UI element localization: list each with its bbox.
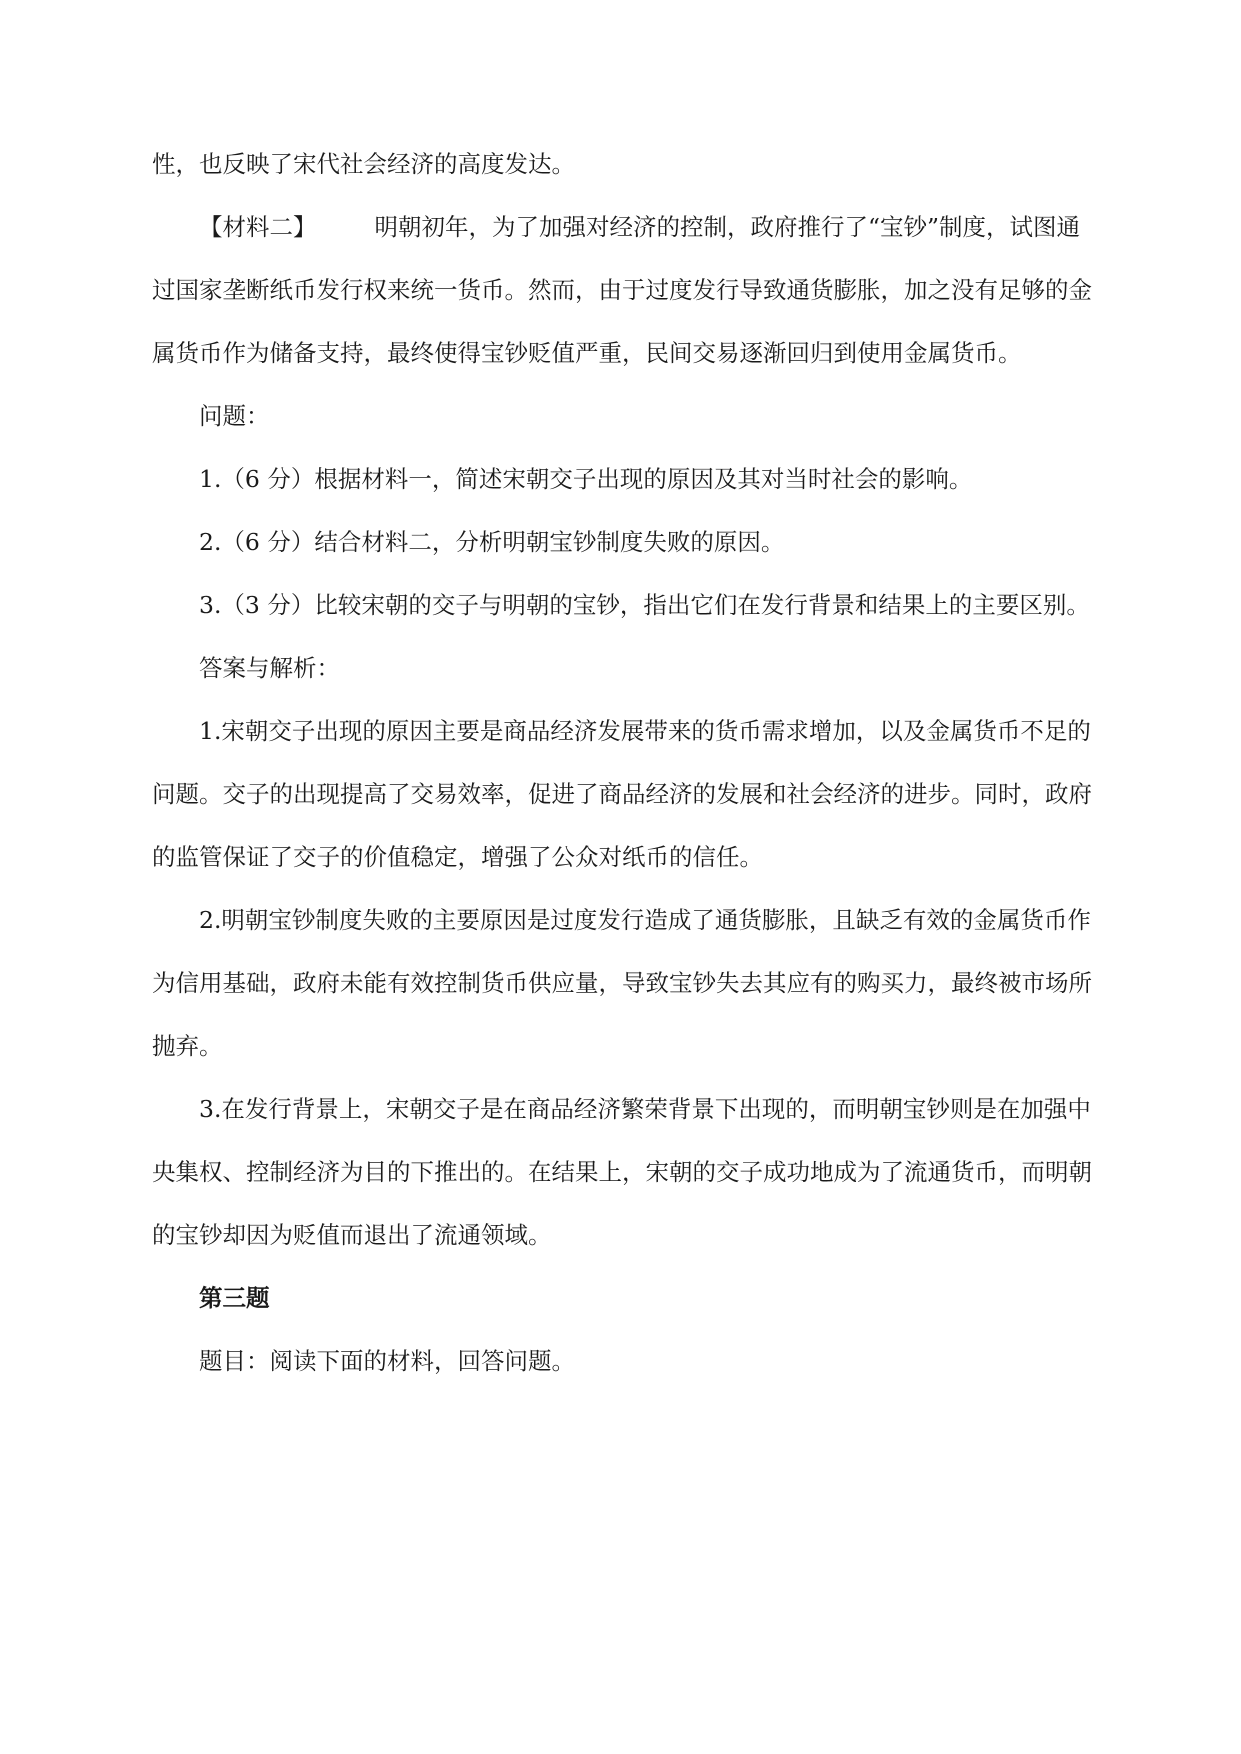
question-2: 2.（6 分）结合材料二，分析明朝宝钞制度失败的原因。 [199,528,785,556]
answer-2: 2.明朝宝钞制度失败的主要原因是过度发行造成了通货膨胀，且缺乏有效的金属货币作为信用基础，政府未能有效控制货币供应量，导致宝钞失去其应有的购买力，最终被市场所抛弃。 [152,906,1092,1060]
questions-heading: 问题： [199,402,270,430]
question-1: 1.（6 分）根据材料一，简述宋朝交子出现的原因及其对当时社会的影响。 [199,465,973,493]
answer-3: 3.在发行背景上，宋朝交子是在商品经济繁荣背景下出现的，而明朝宝钞则是在加强中央集权、控制经济为目的下推出的。在结果上，宋朝的交子成功地成为了流通货币，而明朝的宝钞却因为贬值而退出了流通领域。 [152,1095,1092,1249]
third-question-prompt: 题目：阅读下面的材料，回答问题。 [199,1347,575,1375]
answer-1: 1.宋朝交子出现的原因主要是商品经济发展带来的货币需求增加，以及金属货币不足的问题。交子的出现提高了交易效率，促进了商品经济的发展和社会经济的进步。同时，政府的监管保证了交子的价值稳定，增强了公众对纸币的信任。 [152,717,1092,871]
section-heading-third-question: 第三题 [199,1284,270,1312]
material-two-label: 【材料二】 [199,213,317,241]
answers-heading: 答案与解析： [199,654,340,682]
material-two-text: 明朝初年，为了加强对经济的控制，政府推行了“宝钞”制度，试图通过国家垄断纸币发行权来统一货币。然而，由于过度发行导致通货膨胀，加之没有足够的金属货币作为储备支持，最终使得宝钞贬值严重，民间交易逐渐回归到使用金属货币。 [152,213,1092,367]
material-two-paragraph [152,196,1092,385]
question-3: 3.（3 分）比较宋朝的交子与明朝的宝钞，指出它们在发行背景和结果上的主要区别。 [199,591,1090,619]
document-body [152,133,1092,1393]
paragraph-continuation: 性，也反映了宋代社会经济的高度发达。 [152,150,575,178]
